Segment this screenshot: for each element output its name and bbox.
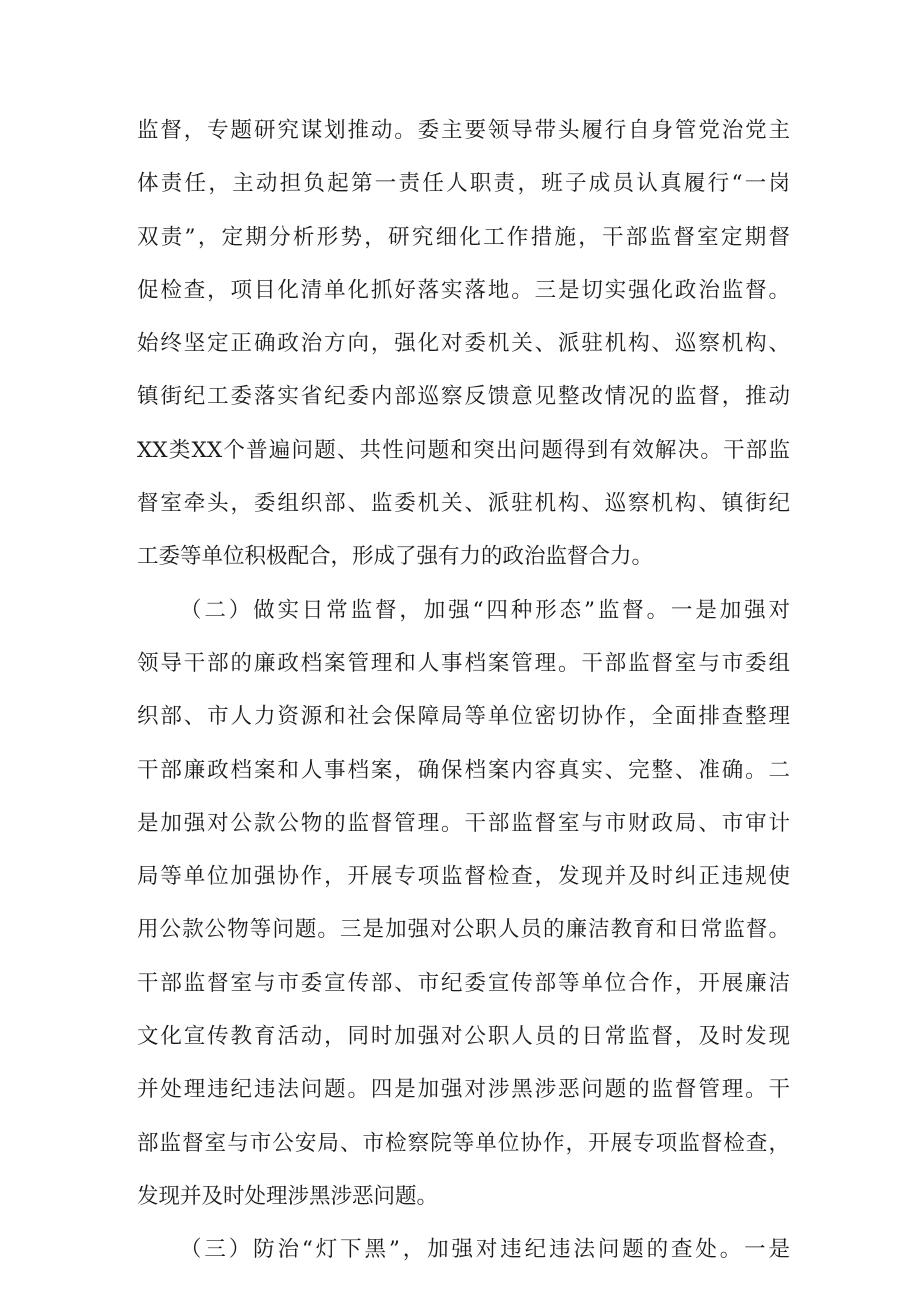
text-line: 文化宣传教育活动，同时加强对公职人员的日常监督，及时发现 (137, 1024, 790, 1050)
text-line: 领导干部的廉政档案管理和人事档案管理。干部监督室与市委组 (137, 650, 790, 676)
text-line: 监督，专题研究谋划推动。委主要领导带头履行自身管党治党主 (137, 118, 790, 143)
text-line: 用公款公物等问题。三是加强对公职人员的廉洁教育和日常监督。 (137, 917, 790, 943)
paragraph-3 (137, 1223, 790, 1276)
text-line: 始终坚定正确政治方向，强化对委机关、派驻机构、巡察机构、 (137, 331, 790, 357)
text-line: （二）做实日常监督，加强“四种形态”监督。一是加强对 (180, 597, 790, 623)
text-line: 促检查，项目化清单化抓好落实落地。三是切实强化政治监督。 (137, 277, 790, 303)
text-line: 体责任，主动担负起第一责任人职责，班子成员认真履行“一岗 (137, 171, 790, 197)
text-line: XX类XX个普遍问题、共性问题和突出问题得到有效解决。干部监 (137, 437, 790, 463)
text-line: 双责”，定期分析形势，研究细化工作措施，干部监督室定期督 (137, 224, 790, 250)
text-line: 督室牵头，委组织部、监委机关、派驻机构、巡察机构、镇街纪 (137, 491, 790, 517)
text-line: 是加强对公款公物的监督管理。干部监督室与市财政局、市审计 (137, 810, 790, 836)
text-line: 并处理违纪违法问题。四是加强对涉黑涉恶问题的监督管理。干 (137, 1077, 790, 1103)
text-line: 织部、市人力资源和社会保障局等单位密切协作，全面排查整理 (137, 704, 790, 730)
text-line: 镇街纪工委落实省纪委内部巡察反馈意见整改情况的监督，推动 (137, 384, 790, 410)
body-text (137, 104, 790, 1277)
paragraph-2 (137, 584, 790, 1224)
paragraph-1 (137, 104, 790, 584)
text-line: 部监督室与市公安局、市检察院等单位协作，开展专项监督检查， (137, 1130, 790, 1156)
text-line: （三）防治“灯下黑”，加强对违纪违法问题的查处。一是 (180, 1237, 790, 1263)
text-line: 工委等单位积极配合，形成了强有力的政治监督合力。 (137, 544, 654, 570)
text-line: 发现并及时处理涉黑涉恶问题。 (137, 1183, 439, 1209)
text-line: 干部监督室与市委宣传部、市纪委宣传部等单位合作，开展廉洁 (137, 970, 790, 996)
text-line: 干部廉政档案和人事档案，确保档案内容真实、完整、准确。二 (137, 757, 790, 783)
text-line: 局等单位加强协作，开展专项监督检查，发现并及时纠正违规使 (137, 864, 790, 890)
